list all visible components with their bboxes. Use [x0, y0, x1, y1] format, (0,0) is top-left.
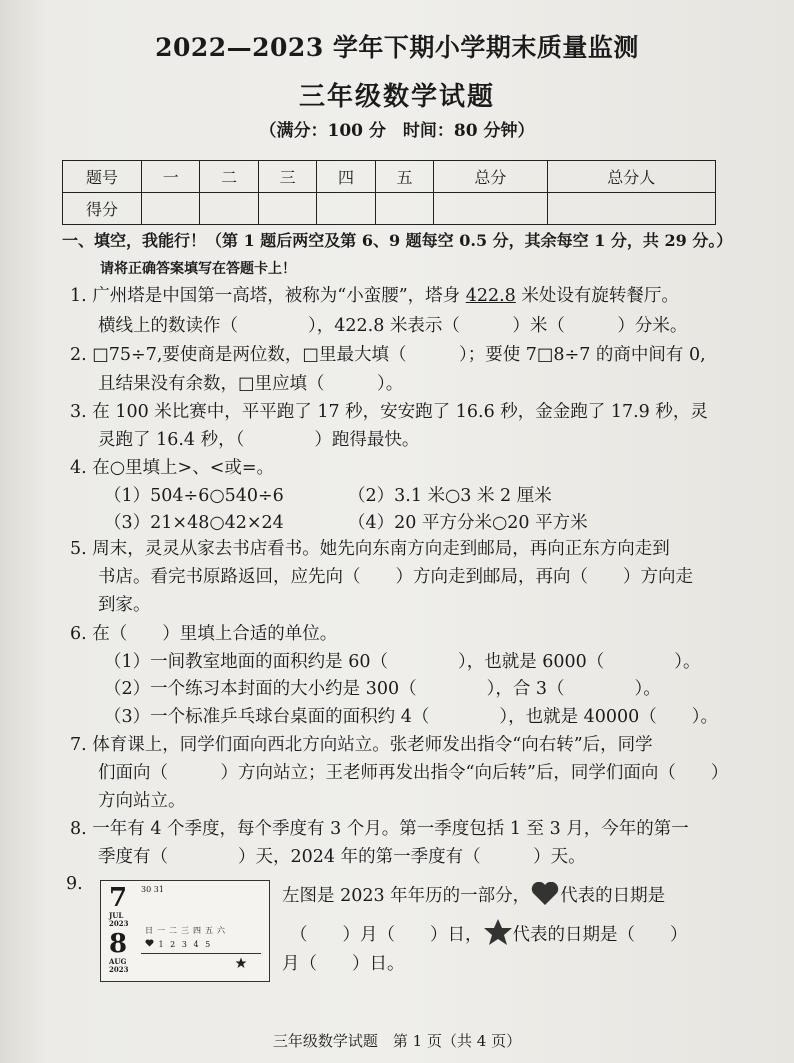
calendar-month-label: JUL — [109, 911, 124, 920]
question-4-item-1: （1）504÷6○540÷6 — [104, 486, 284, 506]
section-note: 请将正确答案填写在答题卡上！ — [100, 261, 296, 277]
question-3-line-1: 3. 在 100 米比赛中，平平跑了 17 秒，安安跑了 16.6 秒，金金跑了 17.9 秒，灵 — [70, 402, 708, 422]
score-header-cell: 三 — [258, 161, 316, 193]
question-1-line-2: 横线上的数读作（ ），422.8 米表示（ ）米（ ）分米。 — [98, 316, 688, 336]
question-9-line-2: （ ）月（ ）日， 代表的日期是（ ） — [290, 918, 688, 947]
question-7-line-1: 7. 体育课上，同学们面向西北方向站立。张老师发出指令“向右转”后，同学 — [70, 735, 653, 755]
score-table-header-row — [63, 161, 716, 193]
score-header-cell: 题号 — [63, 161, 142, 193]
calendar-month-label: AUG — [109, 957, 127, 966]
star-icon — [483, 918, 513, 946]
calendar-heart-icon — [145, 939, 154, 947]
score-table — [62, 160, 716, 225]
question-2-line-1: 2. □75÷7,要使商是两位数，□里最大填（ ）；要使 7□8÷7 的商中间有 0, — [70, 345, 706, 365]
score-header-cell: 总分人 — [547, 161, 715, 193]
underlined-number: 422.8 — [465, 286, 516, 306]
exam-title: 2022—2023 学年下期小学期末质量监测 — [155, 33, 639, 62]
score-header-cell: 二 — [200, 161, 258, 193]
calendar-weekdays: 日一二三四五六 — [145, 926, 229, 935]
question-5-line-2: 书店。看完书原路返回，应先向（ ）方向走到邮局，再向（ ）方向走 — [98, 567, 693, 587]
question-5-line-1: 5. 周末，灵灵从家去书店看书。她先向东南方向走到邮局，再向正东方向走到 — [70, 539, 670, 559]
exam-info: （满分：100 分 时间：80 分钟） — [259, 121, 535, 141]
question-4-item-4: （4）20 平方分米○20 平方米 — [348, 513, 588, 533]
question-7-line-3: 方向站立。 — [98, 791, 186, 811]
score-cell[interactable] — [434, 193, 547, 225]
score-header-cell: 总分 — [434, 161, 547, 193]
section-heading: 一、填空，我能行！（第 1 题后两空及第 6、9 题每空 0.5 分，其余每空 1 分，共 29 分。） — [62, 231, 733, 250]
calendar-excerpt — [100, 880, 270, 982]
question-4-item-2: （2）3.1 米○3 米 2 厘米 — [348, 486, 552, 506]
score-header-cell: 四 — [317, 161, 375, 193]
score-cell[interactable] — [258, 193, 316, 225]
calendar-year-label: 2023 — [109, 919, 129, 928]
score-cell[interactable] — [142, 193, 200, 225]
question-9-line-1: 左图是 2023 年年历的一部分， 代表的日期是 — [282, 882, 665, 908]
score-table-row — [63, 193, 716, 225]
question-4-item-3: （3）21×48○42×24 — [104, 513, 284, 533]
question-7-line-2: 们面向（ ）方向站立；王老师再发出指令“向后转”后，同学们面向（ ） — [98, 763, 729, 783]
question-9-number: 9. — [66, 874, 83, 894]
page-footer: 三年级数学试题 第 1 页（共 4 页） — [272, 1032, 522, 1050]
score-row-label: 得分 — [63, 193, 142, 225]
calendar-month-august: 8 — [109, 929, 128, 959]
calendar-month-july: 7 — [109, 883, 128, 913]
calendar-dates-top: 30 31 — [141, 885, 164, 894]
question-1-line-1: 1. 广州塔是中国第一高塔，被称为“小蛮腰”，塔身 422.8 米处设有旋转餐厅。 — [70, 286, 679, 306]
score-header-cell: 五 — [375, 161, 433, 193]
calendar-divider — [141, 953, 261, 954]
question-8-line-1: 8. 一年有 4 个季度，每个季度有 3 个月。第一季度包括 1 至 3 月，今年的第一 — [70, 819, 689, 839]
question-5-line-3: 到家。 — [98, 595, 151, 615]
score-cell[interactable] — [547, 193, 715, 225]
question-6-item-3: （3）一个标准乒乓球台桌面的面积约 4（ ），也就是 40000（ ）。 — [104, 707, 719, 727]
exam-subtitle: 三年级数学试题 — [298, 82, 495, 112]
question-9-line-3: 月（ ）日。 — [282, 954, 405, 974]
score-cell[interactable] — [375, 193, 433, 225]
calendar-year-label: 2023 — [109, 965, 129, 974]
score-header-cell: 一 — [142, 161, 200, 193]
question-6-item-2: （2）一个练习本封面的大小约是 300（ ），合 3（ ）。 — [104, 679, 661, 699]
question-3-line-2: 灵跑了 16.4 秒，（ ）跑得最快。 — [98, 430, 420, 450]
calendar-date-row: 1 2 3 4 5 — [145, 939, 212, 949]
question-6-stem: 6. 在（ ）里填上合适的单位。 — [70, 624, 338, 644]
question-4-stem: 4. 在○里填上>、<或=。 — [70, 458, 275, 478]
score-cell[interactable] — [317, 193, 375, 225]
question-2-line-2: 且结果没有余数，□里应填（ ）。 — [98, 374, 404, 394]
calendar-star-icon — [235, 957, 247, 969]
heart-icon — [530, 882, 560, 906]
question-6-item-1: （1）一间教室地面的面积约是 60（ ），也就是 6000（ ）。 — [104, 652, 701, 672]
question-8-line-2: 季度有（ ）天，2024 年的第一季度有（ ）天。 — [98, 847, 586, 867]
score-cell[interactable] — [200, 193, 258, 225]
